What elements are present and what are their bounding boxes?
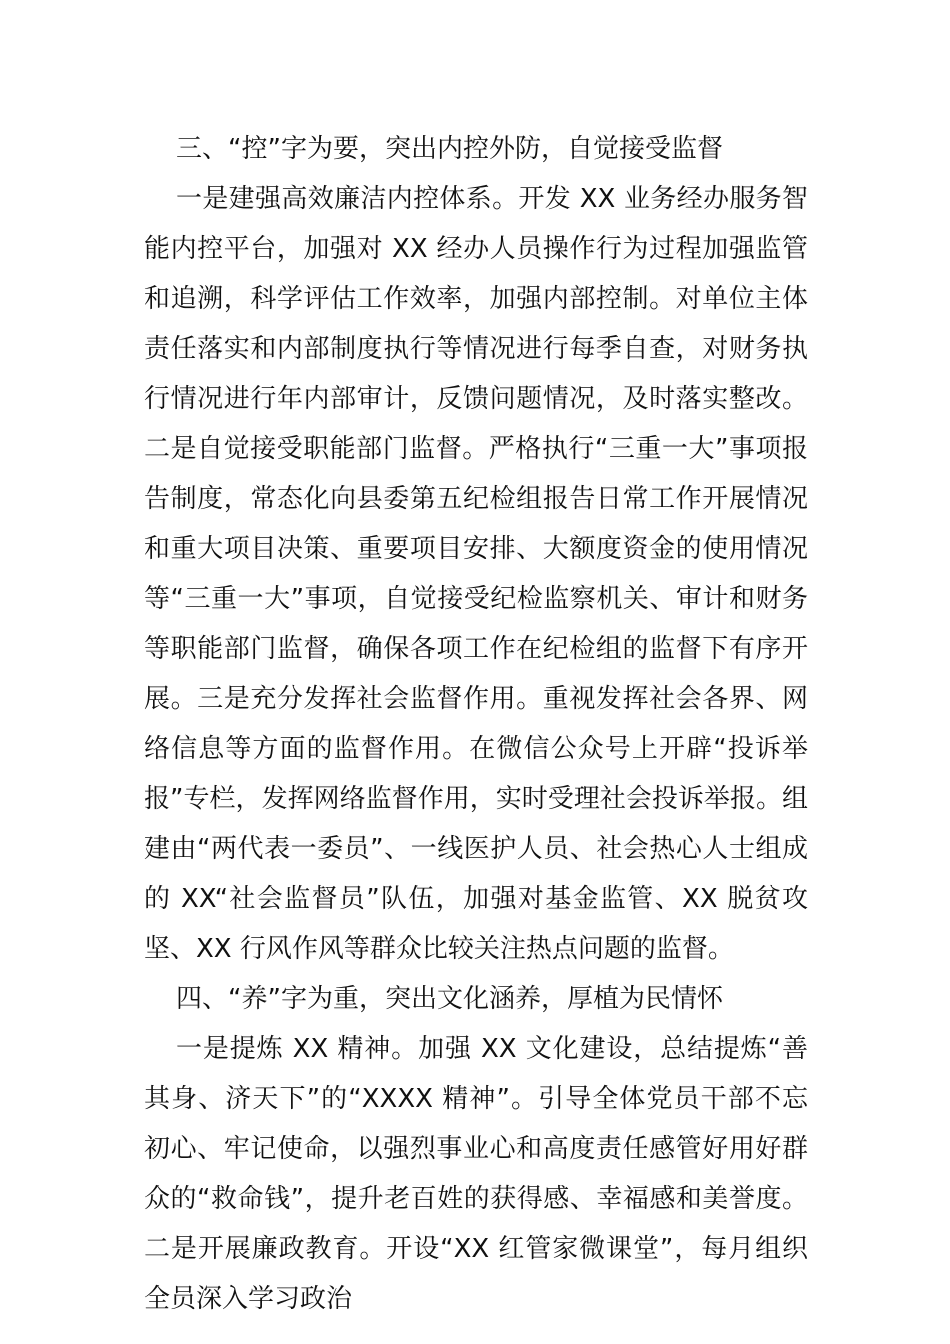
section-4-paragraph: 一是提炼 XX 精神。加强 XX 文化建设，总结提炼“善其身、济天下”的“XXXX 精神”。引导全体党员干部不忘初心、牢记使命，以强烈事业心和高度责任感管好用好群众的“救命钱”，提升老百姓的获得感、幸福感和美誉度。二是开展廉政教育。开设“XX 红管家微课堂”，每月组织全员深入学习政治 xyxy=(144,1034,808,1314)
section-3-heading: 三、“控”字为要，突出内控外防，自觉接受监督 xyxy=(176,134,723,164)
section-4-heading: 四、“养”字为重，突出文化涵养，厚植为民情怀 xyxy=(176,984,723,1014)
document-body xyxy=(144,124,808,1324)
section-3-paragraph: 一是建强高效廉洁内控体系。开发 XX 业务经办服务智能内控平台，加强对 XX 经办人员操作行为过程加强监管和追溯，科学评估工作效率，加强内部控制。对单位主体责任落实和内部制度执行等情况进行每季自查，对财务执行情况进行年内部审计，反馈问题情况，及时落实整改。二是自觉接受职能部门监督。严格执行“三重一大”事项报告制度，常态化向县委第五纪检组报告日常工作开展情况和重大项目决策、重要项目安排、大额度资金的使用情况等“三重一大”事项，自觉接受纪检监察机关、审计和财务等职能部门监督，确保各项工作在纪检组的监督下有序开展。三是充分发挥社会监督作用。重视发挥社会各界、网络信息等方面的监督作用。在微信公众号上开辟“投诉举报”专栏，发挥网络监督作用，实时受理社会投诉举报。组建由“两代表一委员”、一线医护人员、社会热心人士组成的 XX“社会监督员”队伍，加强对基金监管、XX 脱贫攻坚、XX 行风作风等群众比较关注热点问题的监督。 xyxy=(144,184,808,964)
